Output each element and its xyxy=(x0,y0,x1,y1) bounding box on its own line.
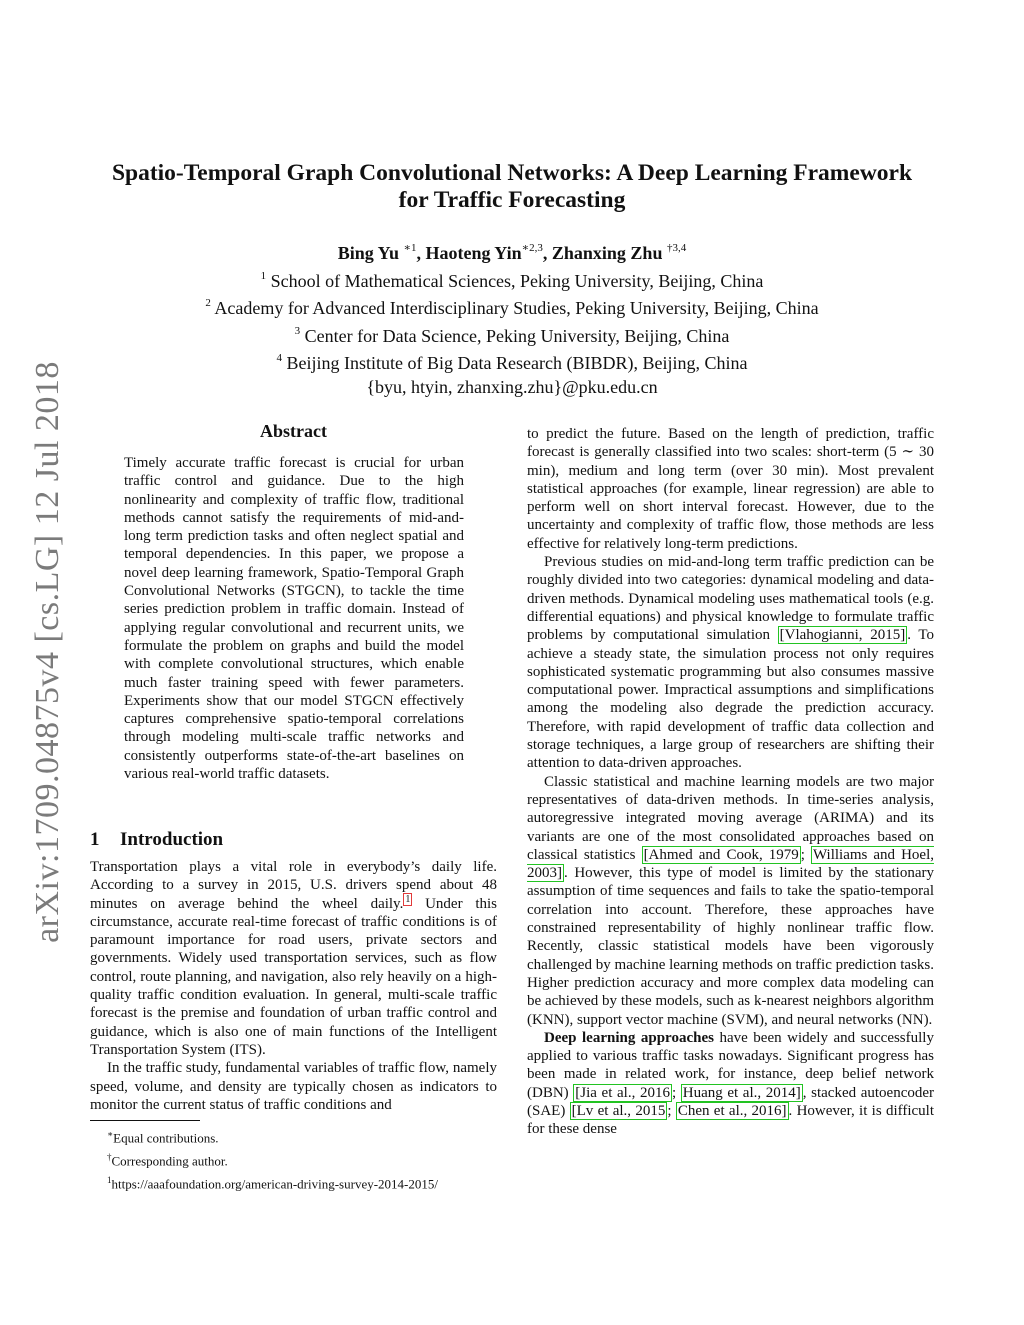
arxiv-identifier[interactable]: arXiv:1709.04875v4 [cs.LG] 12 Jul 2018 xyxy=(29,361,66,943)
paragraph xyxy=(527,773,934,1029)
section-heading-introduction xyxy=(90,829,223,851)
affiliation-1 xyxy=(90,266,934,294)
paragraph xyxy=(527,553,934,773)
author-emails: {byu, htyin, zhanxing.zhu}@pku.edu.cn xyxy=(366,376,658,397)
author-names xyxy=(90,238,934,266)
paper-title xyxy=(90,160,934,214)
paragraph-text: Previous studies on mid-and-long term traffic prediction can be roughly divided into two categories: dynamical modeling and data-driven methods. Dynamical modeling uses mathematical tools (e.g. differential equations) and physical knowledge to formulate traffic problems by computational simulation xyxy=(527,554,934,644)
author-2: Haoteng Yin xyxy=(425,243,522,263)
affiliation-4 xyxy=(90,348,934,376)
footnote xyxy=(107,1171,507,1194)
citation-link[interactable]: Williams and Hoel, 2003] xyxy=(527,846,934,882)
citation-link[interactable]: Chen et al., 2016] xyxy=(677,1102,787,1119)
section-number: 1 xyxy=(90,829,100,850)
citation-link[interactable]: [Ahmed and Cook, 1979 xyxy=(643,846,799,863)
affiliation-text: Academy for Advanced Interdisciplinary Studies, Peking University, Beijing, China xyxy=(210,298,819,318)
citation-link[interactable]: [Vlahogianni, 2015] xyxy=(779,627,906,644)
author-2-marks: ∗2,3 xyxy=(521,242,543,254)
author-1: Bing Yu xyxy=(337,243,399,263)
bold-phrase: Deep learning approaches xyxy=(544,1029,714,1046)
abstract-text: Timely accurate traffic forecast is crucial for urban traffic control and guidance. Due to the high nonlinearity and complexity of traffic flow, traditional methods cannot satisfy the requirements of mid-and-long term prediction tasks and often neglect spatial and temporal dependencies. In this paper, we propose a novel deep learning framework, Spatio-Temporal Graph Convolutional Networks (STGCN), to tackle the time series prediction problem in traffic domain. Instead of applying regular convolutional and recurrent units, we formulate the problem on graphs and build the model with complete convolutional structures, which enable much faster training speed with fewer parameters. Experiments show that our model STGCN effectively captures comprehensive spatio-temporal correlations through modeling multi-scale traffic networks and consistently outperforms state-of-the-art baselines on various real-world traffic datasets. xyxy=(124,455,464,783)
right-column-body xyxy=(527,425,934,1139)
affiliation-number: 2 xyxy=(205,297,211,309)
title-line-2: for Traffic Forecasting xyxy=(398,187,626,213)
footnote-link[interactable]: 1 xyxy=(405,893,411,905)
paragraph: In the traffic study, fundamental variables of traffic flow, namely speed, volume, and density are typically chosen as indicators to monitor the current status of traffic conditions and xyxy=(90,1060,497,1113)
affiliation-2 xyxy=(90,293,934,321)
author-3: Zhanxing Zhu xyxy=(551,243,663,263)
affiliation-text: Center for Data Science, Peking University, Beijing, China xyxy=(300,325,730,346)
paragraph: to predict the future. Based on the length of prediction, traffic forecast is generally classified into two scales: short-term (5 ∼ 30 min), medium and long term (over 30 min). Most prevalent statistical approaches (for example, linear regression) are able to perform well on short interval forecast. However, due to the uncertainty and complexity of traffic flow, those methods are less effective for relatively long-term predictions. xyxy=(527,426,934,552)
affiliation-number: 1 xyxy=(260,269,267,282)
citation-link[interactable]: [Jia et al., 2016 xyxy=(575,1084,670,1101)
affiliation-text: School of Mathematical Sciences, Peking University, Beijing, China xyxy=(266,270,764,291)
introduction-body xyxy=(90,858,497,1114)
paragraph-text: , stacked autoencoder (SAE) xyxy=(527,1084,935,1119)
citation-link[interactable]: [Lv et al., 2015 xyxy=(571,1102,666,1119)
footnote-mark: † xyxy=(107,1151,112,1162)
paragraph-text: Under this circumstance, accurate real-time forecast of traffic conditions is of paramount importance for road users, private sectors and governments. Widely used transportation services, such as flow control, route planning, and navigation, also rely heavily on a high-quality traffic condition evaluation. In general, multi-scale traffic forecast is the premise and foundation of urban traffic control and guidance, which is also one of main functions of the Intelligent Transportation System (ITS). xyxy=(90,895,497,1058)
affiliation-3 xyxy=(90,321,934,349)
author-sep: , xyxy=(542,243,552,263)
citation-separator: ; xyxy=(667,1102,676,1119)
footnote-rule xyxy=(90,1120,200,1121)
author-block xyxy=(90,238,934,399)
author-1-marks: ∗1 xyxy=(403,242,417,254)
affiliation-number: 4 xyxy=(276,352,283,364)
citation-separator: ; xyxy=(671,1084,681,1101)
footnote-url[interactable]: https://aaafoundation.org/american-driving-survey-2014-2015/ xyxy=(111,1175,438,1191)
footnote-mark: ∗ xyxy=(107,1129,114,1139)
footnote xyxy=(107,1125,507,1148)
citation-link[interactable]: Huang et al., 2014] xyxy=(682,1084,801,1101)
paragraph xyxy=(527,1029,934,1139)
footnote-mark: 1 xyxy=(107,1174,112,1185)
section-title: Introduction xyxy=(120,829,224,850)
citation-separator: ; xyxy=(800,846,811,863)
paragraph-text: . However, it is difficult for these dense xyxy=(527,1102,935,1138)
paragraph-text: . To achieve a steady state, the simulation process not only requires sophisticated systematic programming but also consumes massive computational power. Impractical assumptions and simplifications among the modeling also degrade the prediction accuracy. Therefore, with rapid development of traffic data collection and storage techniques, a large group of researchers are shifting their attention to data-driven approaches. xyxy=(527,627,934,772)
affiliation-number: 3 xyxy=(294,324,301,337)
paragraph-text: have been widely and successfully applied to various traffic tasks nowadays. Significant progress has been made in related work, for instance, deep belief network (DBN) xyxy=(527,1029,934,1101)
abstract-heading: Abstract xyxy=(260,421,327,441)
footnotes xyxy=(107,1125,507,1193)
footnote-text: Corresponding author. xyxy=(111,1153,228,1169)
footnote xyxy=(107,1148,507,1171)
paragraph xyxy=(90,858,497,1059)
affiliation-text: Beijing Institute of Big Data Research (BIBDR), Beijing, China xyxy=(282,353,748,373)
paragraph-text: . However, this type of model is limited by the stationary assumption of time sequences and fails to take the spatio-temporal correlation into account. Therefore, these approaches have constrained representability of highly nonlinear traffic flow. Recently, classic statistical models have been vigorously challenged by machine learning methods on traffic prediction tasks. Higher prediction accuracy and more complex data modeling can be achieved by these models, such as k-nearest neighbors algorithm (KNN), support vector machine (SVM), and neural networks (NN). xyxy=(527,865,934,1028)
author-3-marks: †3,4 xyxy=(666,242,687,254)
author-sep: , xyxy=(416,243,426,263)
paragraph-text: Classic statistical and machine learning models are two major representatives of data-driven methods. In time-series analysis, autoregressive integrated moving average (ARIMA) and its variants are one of the most consolidated approaches based on classical statistics xyxy=(527,773,934,863)
footnote-text: Equal contributions. xyxy=(113,1130,219,1146)
paragraph-text: Transportation plays a vital role in everybody’s daily life. According to a survey in 2015, U.S. drivers spend about 48 minutes on average behind the wheel daily. xyxy=(90,859,497,912)
title-line-1: Spatio-Temporal Graph Convolutional Networks: A Deep Learning Framework xyxy=(111,160,913,186)
